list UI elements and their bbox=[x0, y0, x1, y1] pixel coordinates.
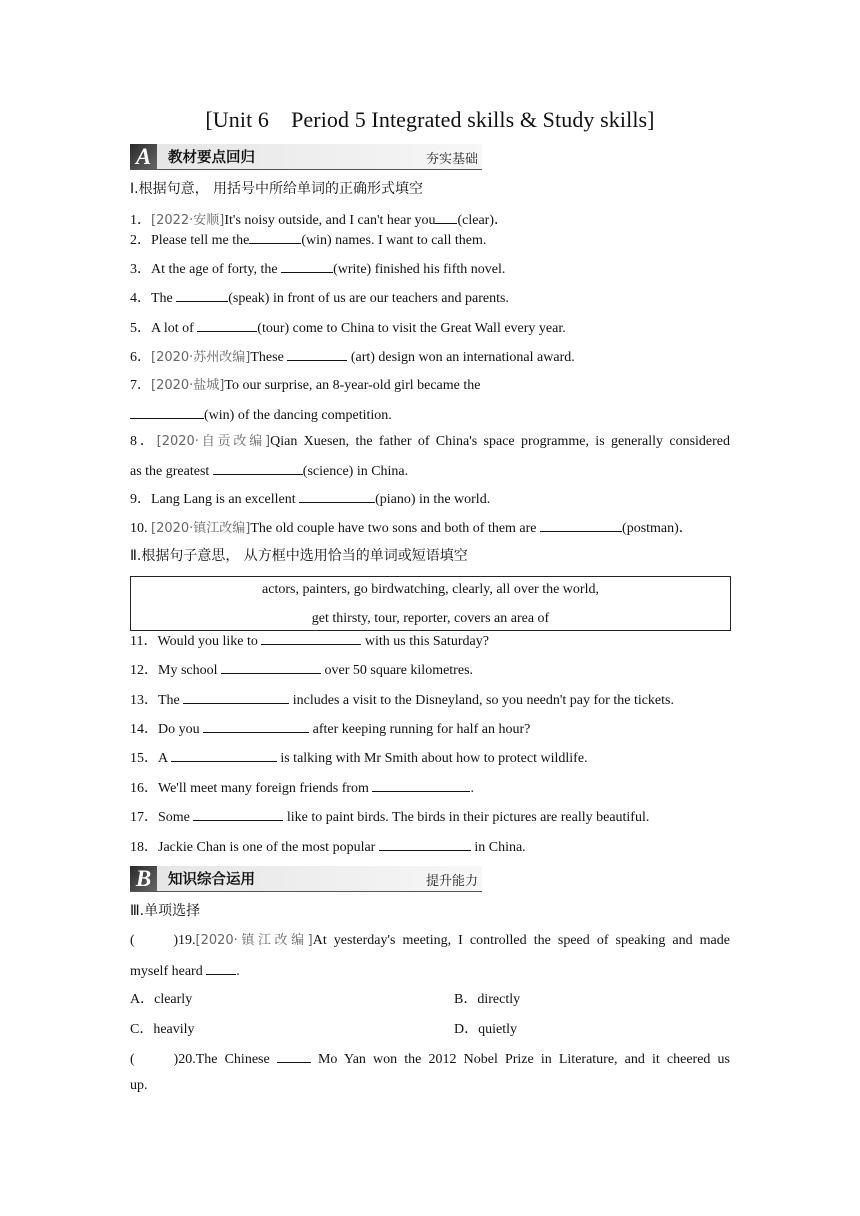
answer-blank[interactable] bbox=[206, 961, 236, 975]
section-b-title: 知识综合运用 bbox=[168, 872, 255, 888]
question-11: 11．Would you like to with us this Saturday? bbox=[130, 631, 730, 651]
section-b-tag: 提升能力 bbox=[425, 874, 478, 889]
question-20-cont: up. bbox=[130, 1078, 148, 1093]
option-d[interactable]: D．quietly bbox=[454, 1022, 517, 1037]
source-tag: [2022·安顺] bbox=[151, 213, 225, 228]
section-a-header bbox=[130, 143, 482, 170]
option-c[interactable]: C．heavily bbox=[130, 1022, 195, 1037]
answer-blank[interactable] bbox=[130, 405, 204, 419]
part3-heading: Ⅲ.单项选择 bbox=[130, 903, 201, 919]
answer-blank[interactable] bbox=[249, 230, 301, 244]
question-10: 10. [2020·镇江改编]The old couple have two sons and both of them are (postman)． bbox=[130, 518, 730, 538]
answer-blank[interactable] bbox=[281, 259, 333, 273]
answer-blank[interactable] bbox=[221, 660, 321, 674]
answer-blank[interactable] bbox=[197, 318, 257, 332]
part1-heading: Ⅰ.根据句意， 用括号中所给单词的正确形式填空 bbox=[130, 181, 424, 197]
question-20: ( )20.The Chinese Mo Yan won the 2012 Nobel Prize in Literature, and it cheered us bbox=[130, 1049, 730, 1069]
question-3: 3．At the age of forty, the (write) finished his fifth novel. bbox=[130, 259, 730, 279]
answer-blank[interactable] bbox=[193, 807, 283, 821]
answer-blank[interactable] bbox=[372, 778, 470, 792]
question-12: 12．My school over 50 square kilometres. bbox=[130, 660, 730, 680]
question-9: 9．Lang Lang is an excellent (piano) in the world. bbox=[130, 489, 730, 509]
answer-blank[interactable] bbox=[435, 210, 457, 224]
option-b[interactable]: B．directly bbox=[454, 992, 521, 1007]
answer-blank[interactable] bbox=[171, 748, 277, 762]
option-a[interactable]: A．clearly bbox=[130, 992, 193, 1007]
question-17: 17．Some like to paint birds. The birds in their pictures are really beautiful. bbox=[130, 807, 730, 827]
question-7: 7．[2020·盐城]To our surprise, an 8-year-old girl became the bbox=[130, 378, 481, 393]
source-tag: [2020·镇江改编] bbox=[195, 933, 313, 948]
word-box bbox=[130, 576, 731, 631]
question-8: 8．[2020·自贡改编]Qian Xuesen, the father of China's space programme, is generally considered bbox=[130, 434, 731, 449]
question-16: 16．We'll meet many foreign friends from . bbox=[130, 778, 730, 798]
section-a-tag: 夯实基础 bbox=[425, 152, 478, 167]
question-15: 15．A is talking with Mr Smith about how to protect wildlife. bbox=[130, 748, 730, 768]
answer-blank[interactable] bbox=[261, 631, 361, 645]
section-b-header bbox=[130, 865, 482, 892]
question-2: 2．Please tell me the (win) names. I want to call them. bbox=[130, 230, 730, 250]
question-18: 18．Jackie Chan is one of the most popular in China. bbox=[130, 837, 730, 857]
question-13: 13．The includes a visit to the Disneyland, so you needn't pay for the tickets. bbox=[130, 690, 730, 710]
answer-blank[interactable] bbox=[213, 461, 303, 475]
answer-blank[interactable] bbox=[176, 288, 228, 302]
source-tag: [2020·盐城] bbox=[151, 378, 225, 393]
answer-blank[interactable] bbox=[379, 837, 471, 851]
question-19: ( )19.[2020·镇江改编]At yesterday's meeting, I controlled the speed of speaking and made bbox=[130, 933, 730, 948]
part2-heading: Ⅱ.根据句子意思， 从方框中选用恰当的单词或短语填空 bbox=[130, 548, 468, 564]
section-a-letter: A bbox=[130, 144, 157, 169]
word-box-line-2: get thirsty, tour, reporter, covers an area of bbox=[311, 611, 550, 626]
word-box-line-1: actors, painters, go birdwatching, clearly, all over the world, bbox=[262, 582, 599, 597]
question-4: 4．The (speak) in front of us are our teachers and parents. bbox=[130, 288, 730, 308]
source-tag: [2020·自贡改编] bbox=[156, 434, 271, 449]
answer-blank[interactable] bbox=[540, 518, 622, 532]
answer-blank[interactable] bbox=[299, 489, 375, 503]
source-tag: [2020·苏州改编] bbox=[151, 350, 251, 365]
answer-blank[interactable] bbox=[203, 719, 309, 733]
question-1: 1．[2022·安顺]It's noisy outside, and I can't hear you (clear)． bbox=[130, 210, 730, 230]
answer-blank[interactable] bbox=[183, 690, 289, 704]
question-6: 6．[2020·苏州改编]These (art) design won an international award. bbox=[130, 347, 730, 367]
section-a-title: 教材要点回归 bbox=[168, 150, 255, 166]
question-7-cont: (win) of the dancing competition. bbox=[130, 405, 730, 425]
question-8-cont: as the greatest (science) in China. bbox=[130, 461, 730, 481]
source-tag: [2020·镇江改编] bbox=[151, 521, 251, 536]
question-14: 14．Do you after keeping running for half an hour? bbox=[130, 719, 730, 739]
question-19-cont: myself heard . bbox=[130, 961, 730, 981]
page-title: [Unit 6 Period 5 Integrated skills & Study skills] bbox=[205, 107, 655, 132]
answer-blank[interactable] bbox=[277, 1049, 311, 1063]
section-b-letter: B bbox=[130, 866, 157, 891]
question-5: 5．A lot of (tour) come to China to visit the Great Wall every year. bbox=[130, 318, 730, 338]
answer-blank[interactable] bbox=[287, 347, 347, 361]
